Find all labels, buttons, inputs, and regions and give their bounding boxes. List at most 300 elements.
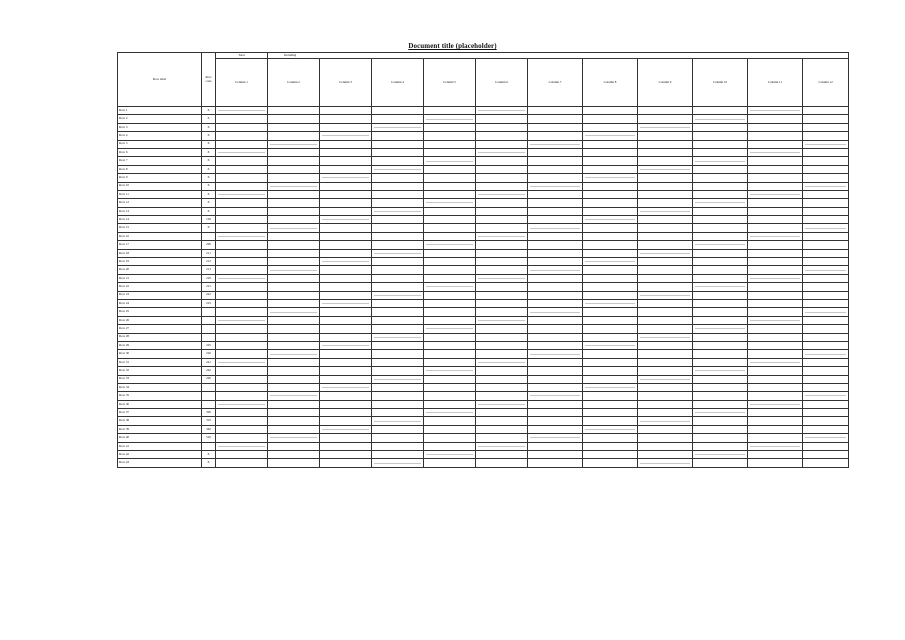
table-cell — [638, 425, 693, 433]
table-cell — [216, 182, 268, 190]
table-cell — [748, 459, 803, 467]
table-cell — [583, 132, 638, 140]
table-cell — [693, 283, 748, 291]
faded-rule — [426, 412, 473, 413]
table-cell — [638, 207, 693, 215]
table-cell — [803, 299, 849, 307]
table-cell — [320, 165, 372, 173]
table-cell — [320, 367, 372, 375]
table-cell — [528, 392, 583, 400]
faded-rule — [750, 362, 800, 363]
table-cell — [320, 417, 372, 425]
table-cell — [372, 157, 424, 165]
table-cell — [216, 140, 268, 148]
row-code: 213 — [202, 266, 216, 274]
faded-rule — [218, 446, 265, 447]
table-cell — [268, 199, 320, 207]
table-row — [118, 132, 849, 140]
row-label: Row 41 — [118, 442, 202, 450]
row-code — [202, 333, 216, 341]
table-cell — [638, 274, 693, 282]
table-cell — [803, 409, 849, 417]
table-cell — [320, 325, 372, 333]
table-cell — [583, 425, 638, 433]
table-cell — [803, 182, 849, 190]
table-cell — [748, 442, 803, 450]
table-cell — [803, 392, 849, 400]
table-cell — [583, 199, 638, 207]
table-cell — [748, 367, 803, 375]
table-cell — [424, 316, 476, 324]
faded-rule — [478, 446, 525, 447]
table-cell — [583, 367, 638, 375]
faded-rule — [750, 194, 800, 195]
faded-rule — [218, 236, 265, 237]
table-cell — [583, 232, 638, 240]
table-cell — [320, 341, 372, 349]
col-header-4: Column 4 — [372, 59, 424, 107]
faded-rule — [218, 278, 265, 279]
table-cell — [424, 132, 476, 140]
table-cell — [583, 299, 638, 307]
table-cell — [803, 216, 849, 224]
table-cell — [372, 333, 424, 341]
table-cell — [748, 425, 803, 433]
table-cell — [803, 333, 849, 341]
table-cell — [216, 115, 268, 123]
table-cell — [372, 316, 424, 324]
table-cell — [476, 174, 528, 182]
table-cell — [268, 148, 320, 156]
table-cell — [320, 249, 372, 257]
table-cell — [638, 258, 693, 266]
row-code: 221 — [202, 283, 216, 291]
table-cell — [320, 442, 372, 450]
table-cell — [372, 207, 424, 215]
table-cell — [268, 207, 320, 215]
table-cell — [476, 241, 528, 249]
table-cell — [638, 417, 693, 425]
table-cell — [803, 165, 849, 173]
table-cell — [583, 392, 638, 400]
table-cell — [528, 308, 583, 316]
row-code: 223 — [202, 299, 216, 307]
table-cell — [528, 140, 583, 148]
table-cell — [528, 165, 583, 173]
row-label: Row 40 — [118, 434, 202, 442]
table-cell — [372, 199, 424, 207]
table-cell — [528, 358, 583, 366]
table-cell — [528, 333, 583, 341]
table-cell — [583, 274, 638, 282]
row-label: Row 26 — [118, 316, 202, 324]
faded-rule — [640, 169, 690, 170]
table-cell — [372, 442, 424, 450]
table-cell — [424, 115, 476, 123]
table-cell — [748, 434, 803, 442]
table-cell — [268, 258, 320, 266]
table-cell — [372, 425, 424, 433]
table-cell — [476, 199, 528, 207]
table-row — [118, 316, 849, 324]
table-cell — [693, 417, 748, 425]
faded-rule — [426, 286, 473, 287]
row-code: 211 — [202, 249, 216, 257]
table-cell — [583, 434, 638, 442]
col-header-5: Column 5 — [424, 59, 476, 107]
table-cell — [476, 341, 528, 349]
row-code: 340 — [202, 425, 216, 433]
faded-rule — [585, 429, 635, 430]
faded-rule — [805, 228, 846, 229]
table-cell — [748, 417, 803, 425]
row-label: Row 13 — [118, 207, 202, 215]
table-cell — [583, 400, 638, 408]
faded-rule — [805, 354, 846, 355]
table-cell — [748, 249, 803, 257]
table-cell — [320, 316, 372, 324]
faded-rule — [695, 412, 745, 413]
table-cell — [268, 249, 320, 257]
row-label: Row 17 — [118, 241, 202, 249]
table-cell — [268, 283, 320, 291]
table-cell — [268, 333, 320, 341]
table-cell — [476, 442, 528, 450]
faded-rule — [322, 303, 369, 304]
table-cell — [693, 333, 748, 341]
faded-rule — [374, 253, 421, 254]
row-code — [202, 308, 216, 316]
table-cell — [268, 107, 320, 115]
table-cell — [476, 123, 528, 131]
row-code: 220 — [202, 274, 216, 282]
table-cell — [638, 182, 693, 190]
faded-rule — [640, 337, 690, 338]
table-cell — [693, 165, 748, 173]
faded-rule — [478, 320, 525, 321]
row-label: Row 32 — [118, 367, 202, 375]
table-cell — [320, 333, 372, 341]
faded-rule — [805, 395, 846, 396]
table-cell — [693, 107, 748, 115]
table-cell — [528, 434, 583, 442]
table-cell — [424, 258, 476, 266]
table-cell — [638, 132, 693, 140]
table-cell — [693, 392, 748, 400]
table-row — [118, 216, 849, 224]
table-cell — [803, 241, 849, 249]
table-cell — [476, 459, 528, 467]
table-cell — [748, 216, 803, 224]
row-code: X — [202, 140, 216, 148]
table-row — [118, 325, 849, 333]
table-cell — [803, 249, 849, 257]
table-cell — [424, 266, 476, 274]
table-cell — [424, 434, 476, 442]
table-cell — [372, 325, 424, 333]
table-cell — [583, 115, 638, 123]
table-cell — [216, 224, 268, 232]
table-cell — [748, 232, 803, 240]
table-cell — [803, 341, 849, 349]
table-cell — [320, 107, 372, 115]
table-cell — [320, 383, 372, 391]
table-cell — [693, 299, 748, 307]
table-row — [118, 199, 849, 207]
table-cell — [803, 274, 849, 282]
row-code — [202, 325, 216, 333]
table-cell — [372, 249, 424, 257]
row-label: Row 18 — [118, 249, 202, 257]
table-cell — [693, 409, 748, 417]
col-header-name: Row label — [118, 53, 202, 107]
table-cell — [803, 417, 849, 425]
table-cell — [528, 107, 583, 115]
table-cell — [424, 249, 476, 257]
row-label: Row 28 — [118, 333, 202, 341]
table-cell — [528, 409, 583, 417]
col-header-11: Column 11 — [748, 59, 803, 107]
table-cell — [216, 299, 268, 307]
table-cell — [528, 132, 583, 140]
table-cell — [372, 182, 424, 190]
faded-rule — [478, 404, 525, 405]
table-cell — [424, 199, 476, 207]
row-code: 300 — [202, 409, 216, 417]
table-cell — [320, 291, 372, 299]
table-cell — [528, 442, 583, 450]
table-cell — [638, 107, 693, 115]
faded-rule — [426, 119, 473, 120]
table-cell — [268, 123, 320, 131]
table-cell — [748, 241, 803, 249]
table-cell — [268, 299, 320, 307]
table-cell — [803, 291, 849, 299]
table-cell — [528, 400, 583, 408]
table-cell — [748, 333, 803, 341]
table-cell — [372, 434, 424, 442]
table-cell — [528, 241, 583, 249]
table-cell — [583, 417, 638, 425]
table-cell — [693, 241, 748, 249]
table-cell — [583, 333, 638, 341]
table-cell — [803, 358, 849, 366]
table-cell — [748, 383, 803, 391]
table-cell — [803, 266, 849, 274]
row-code: X — [202, 165, 216, 173]
table-cell — [476, 367, 528, 375]
table-cell — [476, 283, 528, 291]
row-label: Row 24 — [118, 299, 202, 307]
table-cell — [638, 325, 693, 333]
table-cell — [372, 232, 424, 240]
table-cell — [372, 375, 424, 383]
table-cell — [320, 434, 372, 442]
table-cell — [424, 425, 476, 433]
table-cell — [268, 140, 320, 148]
table-cell — [424, 232, 476, 240]
table-cell — [803, 132, 849, 140]
table-cell — [372, 115, 424, 123]
table-row — [118, 274, 849, 282]
table-cell — [803, 115, 849, 123]
row-code: X — [202, 107, 216, 115]
table-cell — [476, 148, 528, 156]
table-cell — [693, 249, 748, 257]
table-row — [118, 291, 849, 299]
faded-rule — [478, 152, 525, 153]
row-code — [202, 392, 216, 400]
table-cell — [424, 140, 476, 148]
row-label: Row 38 — [118, 417, 202, 425]
table-cell — [320, 258, 372, 266]
row-label: Row 6 — [118, 148, 202, 156]
page-title: Document title (placeholder) — [408, 42, 497, 50]
table-cell — [476, 333, 528, 341]
table-cell — [583, 451, 638, 459]
table-cell — [528, 224, 583, 232]
faded-rule — [530, 144, 580, 145]
table-cell — [748, 207, 803, 215]
faded-rule — [270, 395, 317, 396]
row-label: Row 39 — [118, 425, 202, 433]
faded-rule — [695, 454, 745, 455]
table-cell — [693, 367, 748, 375]
row-code: X — [202, 207, 216, 215]
table-cell — [583, 291, 638, 299]
table-cell — [638, 216, 693, 224]
table-cell — [528, 249, 583, 257]
row-code: 520 — [202, 434, 216, 442]
faded-rule — [426, 202, 473, 203]
table-cell — [268, 341, 320, 349]
table-cell — [372, 190, 424, 198]
table-cell — [268, 316, 320, 324]
table-row — [118, 266, 849, 274]
table-cell — [216, 442, 268, 450]
table-cell — [268, 367, 320, 375]
table-cell — [638, 140, 693, 148]
table-cell — [528, 190, 583, 198]
faded-rule — [218, 320, 265, 321]
table-cell — [748, 115, 803, 123]
table-cell — [268, 417, 320, 425]
table-cell — [424, 392, 476, 400]
table-cell — [372, 392, 424, 400]
table-cell — [693, 232, 748, 240]
faded-rule — [374, 337, 421, 338]
faded-rule — [805, 312, 846, 313]
faded-rule — [322, 429, 369, 430]
table-cell — [748, 409, 803, 417]
faded-rule — [695, 119, 745, 120]
table-cell — [693, 325, 748, 333]
table-row — [118, 358, 849, 366]
table-cell — [372, 358, 424, 366]
faded-rule — [585, 387, 635, 388]
table-cell — [476, 316, 528, 324]
table-cell — [320, 274, 372, 282]
table-cell — [268, 409, 320, 417]
row-label: Row 29 — [118, 341, 202, 349]
table-cell — [424, 148, 476, 156]
table-cell — [748, 316, 803, 324]
table-cell — [216, 132, 268, 140]
table-row — [118, 115, 849, 123]
table-cell — [320, 115, 372, 123]
faded-rule — [478, 278, 525, 279]
table-cell — [216, 325, 268, 333]
table-cell — [216, 216, 268, 224]
table-cell — [320, 157, 372, 165]
table-cell — [803, 400, 849, 408]
table-cell — [803, 375, 849, 383]
row-code: X — [202, 190, 216, 198]
table-row — [118, 400, 849, 408]
row-label: Row 30 — [118, 350, 202, 358]
faded-rule — [640, 211, 690, 212]
row-label: Row 9 — [118, 174, 202, 182]
table-cell — [476, 308, 528, 316]
table-cell — [372, 107, 424, 115]
row-code: 100 — [202, 216, 216, 224]
table-cell — [268, 115, 320, 123]
table-cell — [216, 333, 268, 341]
faded-rule — [322, 219, 369, 220]
table-cell — [372, 258, 424, 266]
table-cell — [638, 232, 693, 240]
table-cell — [216, 241, 268, 249]
col-header-including: Including — [268, 53, 849, 59]
row-code: X — [202, 132, 216, 140]
table-cell — [693, 182, 748, 190]
table-cell — [638, 442, 693, 450]
table-cell — [583, 442, 638, 450]
table-cell — [638, 358, 693, 366]
table-cell — [320, 459, 372, 467]
table-cell — [424, 291, 476, 299]
table-cell — [638, 283, 693, 291]
table-cell — [583, 216, 638, 224]
table-cell — [216, 249, 268, 257]
row-label: Row 42 — [118, 451, 202, 459]
table-cell — [748, 140, 803, 148]
table-cell — [583, 182, 638, 190]
table-row — [118, 107, 849, 115]
table-cell — [583, 383, 638, 391]
faded-rule — [270, 312, 317, 313]
table-cell — [372, 417, 424, 425]
row-code: 241 — [202, 358, 216, 366]
table-cell — [424, 325, 476, 333]
table-cell — [216, 358, 268, 366]
table-cell — [638, 224, 693, 232]
faded-rule — [374, 127, 421, 128]
faded-rule — [750, 236, 800, 237]
table-cell — [216, 207, 268, 215]
table-cell — [748, 341, 803, 349]
table-cell — [320, 400, 372, 408]
table-cell — [528, 417, 583, 425]
table-cell — [638, 375, 693, 383]
faded-rule — [695, 328, 745, 329]
table-cell — [528, 216, 583, 224]
faded-rule — [695, 244, 745, 245]
col-header-9: Column 9 — [638, 59, 693, 107]
table-cell — [638, 266, 693, 274]
table-cell — [583, 148, 638, 156]
faded-rule — [426, 244, 473, 245]
